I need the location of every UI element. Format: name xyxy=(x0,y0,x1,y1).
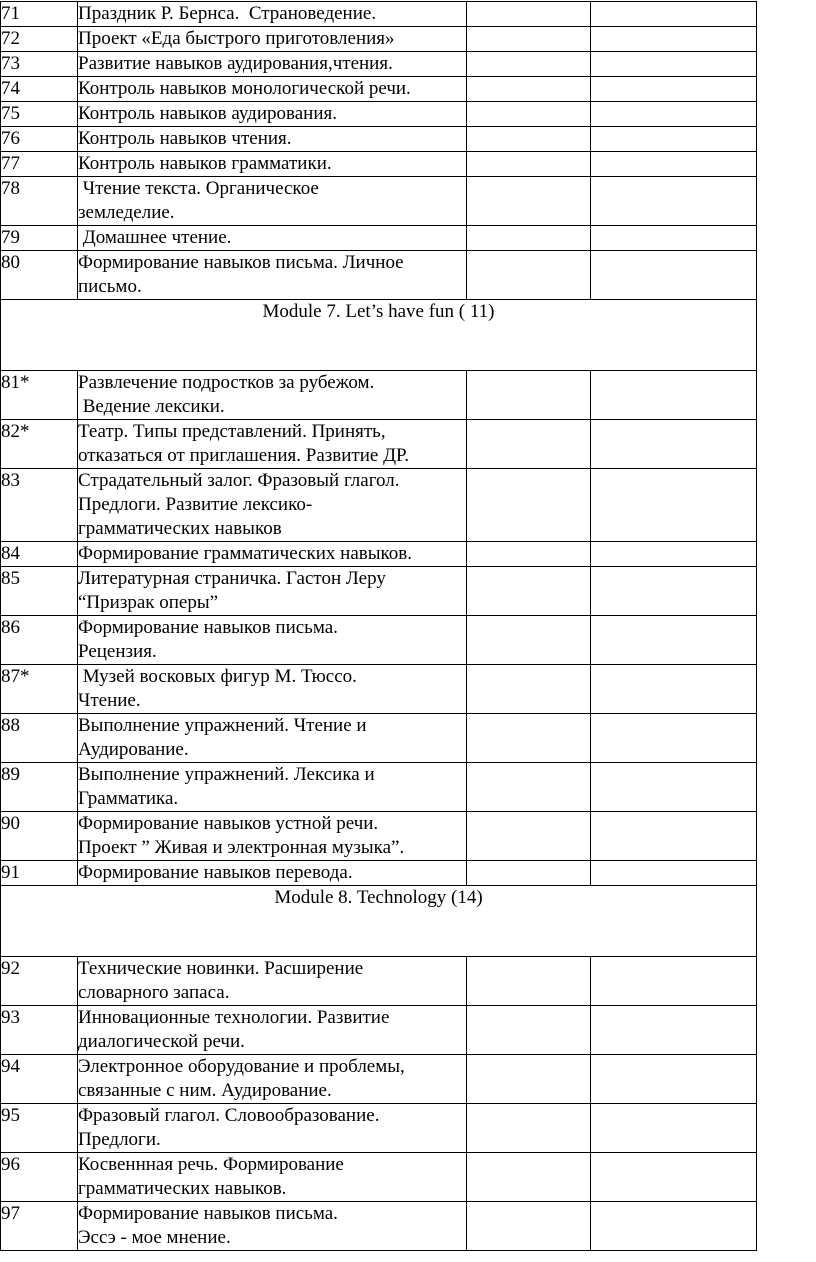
lesson-topic-line: Предлоги. xyxy=(78,1129,161,1150)
lesson-topic xyxy=(78,1104,467,1153)
planned-date-cell xyxy=(467,177,591,226)
planned-date-cell xyxy=(467,1006,591,1055)
lesson-topic-line: письмо. xyxy=(78,276,142,297)
lesson-topic xyxy=(78,102,467,127)
lesson-number: 78 xyxy=(1,177,78,226)
module-header-cell xyxy=(1,300,757,371)
lesson-number: 89 xyxy=(1,763,78,812)
lesson-topic xyxy=(78,1153,467,1202)
lesson-topic xyxy=(78,2,467,27)
planned-date-cell xyxy=(467,469,591,542)
planned-date-cell xyxy=(467,1104,591,1153)
lesson-topic xyxy=(78,567,467,616)
lesson-number: 83 xyxy=(1,469,78,542)
lesson-row xyxy=(1,152,757,177)
lesson-topic xyxy=(78,420,467,469)
lesson-topic-line: Формирование навыков перевода. xyxy=(78,862,353,883)
lesson-topic-line: Развитие навыков аудирования,чтения. xyxy=(78,53,393,74)
lesson-topic-line: Контроль навыков грамматики. xyxy=(78,153,332,174)
planned-date-cell xyxy=(467,251,591,300)
lesson-row xyxy=(1,812,757,861)
actual-date-cell xyxy=(591,1006,757,1055)
actual-date-cell xyxy=(591,812,757,861)
lesson-row xyxy=(1,1202,757,1251)
lesson-row xyxy=(1,102,757,127)
lesson-number: 88 xyxy=(1,714,78,763)
lesson-row xyxy=(1,226,757,251)
actual-date-cell xyxy=(591,665,757,714)
actual-date-cell xyxy=(591,27,757,52)
lesson-topic xyxy=(78,763,467,812)
lesson-topic xyxy=(78,371,467,420)
lesson-number: 97 xyxy=(1,1202,78,1251)
actual-date-cell xyxy=(591,371,757,420)
actual-date-cell xyxy=(591,763,757,812)
lesson-topic-line: земледелие. xyxy=(78,202,175,223)
lesson-row xyxy=(1,1055,757,1104)
actual-date-cell xyxy=(591,226,757,251)
module-title: Module 7. Let’s have fun ( 11) xyxy=(262,301,495,322)
lesson-topic-line: Контроль навыков монологической речи. xyxy=(78,78,411,99)
lesson-topic xyxy=(78,226,467,251)
lesson-topic-line: Ведение лексики. xyxy=(78,396,225,417)
planned-date-cell xyxy=(467,27,591,52)
lesson-row xyxy=(1,1006,757,1055)
lesson-number: 74 xyxy=(1,77,78,102)
lesson-number: 86 xyxy=(1,616,78,665)
lesson-topic xyxy=(78,1055,467,1104)
lesson-row xyxy=(1,616,757,665)
lesson-topic-line: Домашнее чтение. xyxy=(78,227,232,248)
lesson-topic xyxy=(78,1006,467,1055)
lesson-topic-line: Музей восковых фигур М. Тюссо. xyxy=(78,666,357,687)
lesson-topic-line: Страдательный залог. Фразовый глагол. xyxy=(78,470,400,491)
actual-date-cell xyxy=(591,177,757,226)
lesson-row xyxy=(1,420,757,469)
planned-date-cell xyxy=(467,102,591,127)
actual-date-cell xyxy=(591,1202,757,1251)
lesson-plan-table xyxy=(0,1,757,1251)
lesson-topic-line: Электронное оборудование и проблемы, xyxy=(78,1056,405,1077)
module-header-row xyxy=(1,886,757,957)
planned-date-cell xyxy=(467,1055,591,1104)
lesson-plan-body xyxy=(1,2,757,1251)
lesson-topic-line: Косвеннная речь. Формирование xyxy=(78,1154,344,1175)
lesson-topic-line: Проект «Еда быстрого приготовления» xyxy=(78,28,395,49)
lesson-topic-line: Литературная страничка. Гастон Леру xyxy=(78,568,386,589)
lesson-row xyxy=(1,127,757,152)
actual-date-cell xyxy=(591,1153,757,1202)
lesson-topic-line: грамматических навыков. xyxy=(78,1178,287,1199)
lesson-number: 81* xyxy=(1,371,78,420)
lesson-row xyxy=(1,177,757,226)
planned-date-cell xyxy=(467,52,591,77)
lesson-topic xyxy=(78,616,467,665)
lesson-topic-line: Рецензия. xyxy=(78,641,157,662)
planned-date-cell xyxy=(467,665,591,714)
planned-date-cell xyxy=(467,616,591,665)
planned-date-cell xyxy=(467,226,591,251)
planned-date-cell xyxy=(467,371,591,420)
lesson-number: 71 xyxy=(1,2,78,27)
lesson-row xyxy=(1,763,757,812)
lesson-topic xyxy=(78,77,467,102)
lesson-row xyxy=(1,665,757,714)
actual-date-cell xyxy=(591,52,757,77)
lesson-topic-line: грамматических навыков xyxy=(78,518,282,539)
lesson-topic xyxy=(78,542,467,567)
lesson-topic xyxy=(78,1202,467,1251)
lesson-topic-line: Формирование навыков письма. Личное xyxy=(78,252,404,273)
lesson-topic xyxy=(78,957,467,1006)
lesson-row xyxy=(1,1104,757,1153)
lesson-row xyxy=(1,714,757,763)
lesson-topic xyxy=(78,52,467,77)
actual-date-cell xyxy=(591,542,757,567)
lesson-number: 96 xyxy=(1,1153,78,1202)
actual-date-cell xyxy=(591,251,757,300)
planned-date-cell xyxy=(467,567,591,616)
lesson-topic-line: Чтение текста. Органическое xyxy=(78,178,319,199)
lesson-topic xyxy=(78,861,467,886)
lesson-row xyxy=(1,371,757,420)
lesson-topic xyxy=(78,127,467,152)
lesson-topic-line: Фразовый глагол. Словообразование. xyxy=(78,1105,380,1126)
lesson-number: 79 xyxy=(1,226,78,251)
lesson-row xyxy=(1,542,757,567)
planned-date-cell xyxy=(467,763,591,812)
actual-date-cell xyxy=(591,127,757,152)
lesson-topic xyxy=(78,714,467,763)
actual-date-cell xyxy=(591,957,757,1006)
lesson-topic-line: Формирование навыков письма. xyxy=(78,1203,338,1224)
lesson-topic-line: Формирование навыков устной речи. xyxy=(78,813,379,834)
actual-date-cell xyxy=(591,616,757,665)
actual-date-cell xyxy=(591,2,757,27)
lesson-row xyxy=(1,251,757,300)
planned-date-cell xyxy=(467,714,591,763)
lesson-topic-line: Чтение. xyxy=(78,690,141,711)
lesson-topic-line: Праздник Р. Бернса. Страноведение. xyxy=(78,3,377,24)
lesson-topic xyxy=(78,152,467,177)
planned-date-cell xyxy=(467,861,591,886)
lesson-topic-line: Проект ” Живая и электронная музыка”. xyxy=(78,837,405,858)
lesson-row xyxy=(1,469,757,542)
lesson-topic-line: Предлоги. Развитие лексико- xyxy=(78,494,313,515)
planned-date-cell xyxy=(467,420,591,469)
lesson-topic-line: Инновационные технологии. Развитие xyxy=(78,1007,390,1028)
lesson-number: 75 xyxy=(1,102,78,127)
actual-date-cell xyxy=(591,1055,757,1104)
lesson-topic-line: Формирование грамматических навыков. xyxy=(78,543,413,564)
planned-date-cell xyxy=(467,152,591,177)
lesson-number: 94 xyxy=(1,1055,78,1104)
lesson-topic-line: Развлечение подростков за рубежом. xyxy=(78,372,375,393)
lesson-number: 72 xyxy=(1,27,78,52)
lesson-topic-line: диалогической речи. xyxy=(78,1031,245,1052)
lesson-topic-line: Аудирование. xyxy=(78,739,189,760)
lesson-topic xyxy=(78,469,467,542)
lesson-row xyxy=(1,957,757,1006)
actual-date-cell xyxy=(591,420,757,469)
lesson-topic-line: Выполнение упражнений. Лексика и xyxy=(78,764,375,785)
planned-date-cell xyxy=(467,542,591,567)
lesson-number: 84 xyxy=(1,542,78,567)
lesson-topic-line: “Призрак оперы” xyxy=(78,592,219,613)
lesson-topic-line: Театр. Типы представлений. Принять, xyxy=(78,421,386,442)
actual-date-cell xyxy=(591,102,757,127)
lesson-row xyxy=(1,2,757,27)
lesson-number: 91 xyxy=(1,861,78,886)
lesson-number: 73 xyxy=(1,52,78,77)
lesson-topic xyxy=(78,177,467,226)
lesson-row xyxy=(1,77,757,102)
lesson-row xyxy=(1,861,757,886)
planned-date-cell xyxy=(467,1153,591,1202)
lesson-topic-line: Выполнение упражнений. Чтение и xyxy=(78,715,367,736)
lesson-number: 82* xyxy=(1,420,78,469)
lesson-topic xyxy=(78,27,467,52)
lesson-number: 95 xyxy=(1,1104,78,1153)
actual-date-cell xyxy=(591,567,757,616)
planned-date-cell xyxy=(467,127,591,152)
lesson-topic-line: Формирование навыков письма. xyxy=(78,617,338,638)
lesson-topic-line: Контроль навыков чтения. xyxy=(78,128,292,149)
actual-date-cell xyxy=(591,714,757,763)
lesson-row xyxy=(1,1153,757,1202)
lesson-topic xyxy=(78,251,467,300)
planned-date-cell xyxy=(467,957,591,1006)
module-header-cell xyxy=(1,886,757,957)
lesson-topic xyxy=(78,812,467,861)
lesson-topic-line: отказаться от приглашения. Развитие ДР. xyxy=(78,445,409,466)
module-header-row xyxy=(1,300,757,371)
actual-date-cell xyxy=(591,469,757,542)
planned-date-cell xyxy=(467,1202,591,1251)
planned-date-cell xyxy=(467,812,591,861)
actual-date-cell xyxy=(591,77,757,102)
lesson-topic-line: Контроль навыков аудирования. xyxy=(78,103,337,124)
lesson-row xyxy=(1,27,757,52)
lesson-topic-line: Грамматика. xyxy=(78,788,179,809)
lesson-number: 76 xyxy=(1,127,78,152)
lesson-topic-line: Технические новинки. Расширение xyxy=(78,958,364,979)
planned-date-cell xyxy=(467,2,591,27)
planned-date-cell xyxy=(467,77,591,102)
lesson-number: 93 xyxy=(1,1006,78,1055)
lesson-row xyxy=(1,52,757,77)
lesson-topic xyxy=(78,665,467,714)
actual-date-cell xyxy=(591,861,757,886)
actual-date-cell xyxy=(591,1104,757,1153)
lesson-number: 85 xyxy=(1,567,78,616)
lesson-topic-line: связанные с ним. Аудирование. xyxy=(78,1080,332,1101)
actual-date-cell xyxy=(591,152,757,177)
lesson-topic-line: Эссэ - мое мнение. xyxy=(78,1227,231,1248)
lesson-row xyxy=(1,567,757,616)
lesson-number: 87* xyxy=(1,665,78,714)
lesson-number: 92 xyxy=(1,957,78,1006)
module-title: Module 8. Technology (14) xyxy=(274,887,483,908)
lesson-number: 80 xyxy=(1,251,78,300)
lesson-number: 90 xyxy=(1,812,78,861)
lesson-number: 77 xyxy=(1,152,78,177)
lesson-topic-line: словарного запаса. xyxy=(78,982,230,1003)
